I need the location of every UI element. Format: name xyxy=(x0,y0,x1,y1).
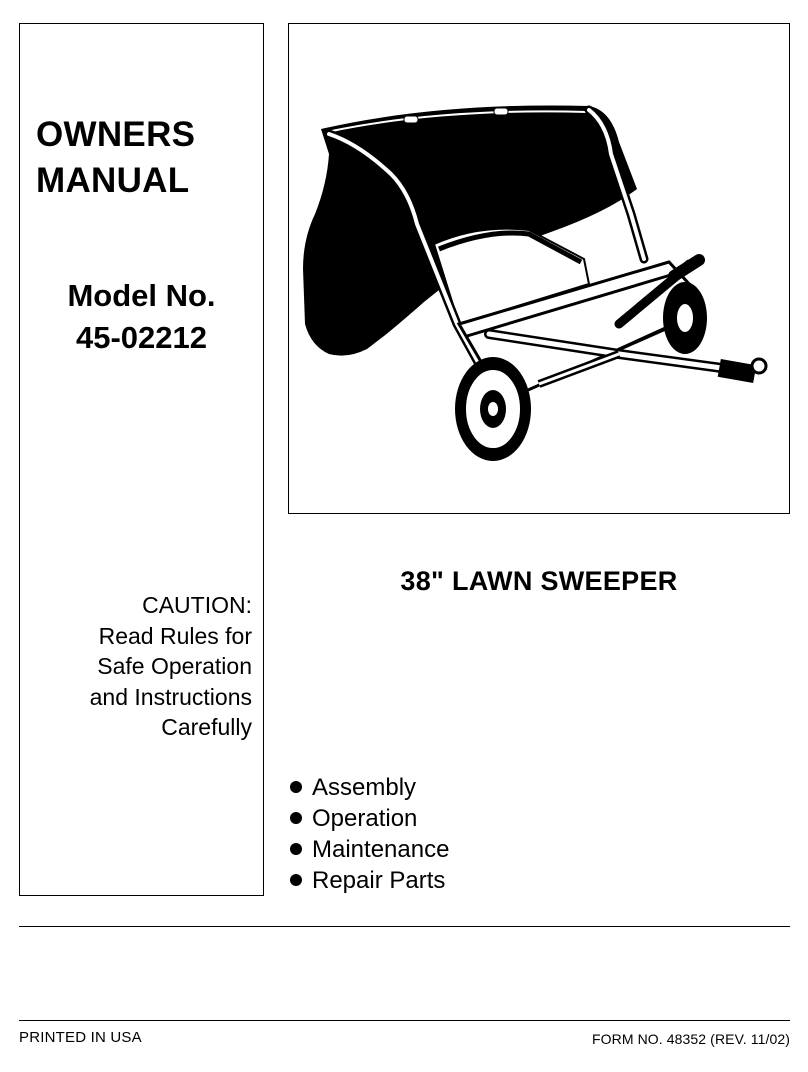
form-number: FORM NO. 48352 (REV. 11/02) xyxy=(591,1031,790,1047)
printed-in-label: PRINTED IN USA xyxy=(19,1029,142,1046)
list-item xyxy=(290,803,449,834)
list-item xyxy=(290,772,449,803)
contents-item-label: Repair Parts xyxy=(312,867,446,894)
list-item xyxy=(290,865,449,896)
divider-bottom xyxy=(19,1020,790,1021)
bullet-icon xyxy=(290,812,302,824)
divider-top xyxy=(19,926,790,927)
model-number: 45-02212 xyxy=(75,320,207,355)
caution-line: and Instructions xyxy=(89,683,252,710)
lawn-sweeper-illustration xyxy=(289,24,790,514)
contents-item-label: Operation xyxy=(312,805,418,832)
title-line-1: OWNERS xyxy=(36,115,196,154)
caution-line: Carefully xyxy=(161,714,252,740)
model-label: Model No. xyxy=(67,278,216,313)
product-title: 38" LAWN SWEEPER xyxy=(400,566,678,596)
caution-line: CAUTION: xyxy=(142,592,252,618)
contents-item-label: Assembly xyxy=(312,774,417,801)
title-line-2: MANUAL xyxy=(36,161,190,200)
bullet-icon xyxy=(290,781,302,793)
list-item xyxy=(290,834,449,865)
manual-title xyxy=(36,112,195,204)
product-illustration-frame xyxy=(288,23,790,514)
contents-item-label: Maintenance xyxy=(312,836,450,863)
bullet-icon xyxy=(290,874,302,886)
bullet-icon xyxy=(290,843,302,855)
caution-line: Safe Operation xyxy=(97,653,252,679)
contents-list xyxy=(290,772,449,896)
model-info xyxy=(19,275,264,359)
caution-notice xyxy=(90,590,252,743)
caution-line: Read Rules for xyxy=(98,622,252,649)
